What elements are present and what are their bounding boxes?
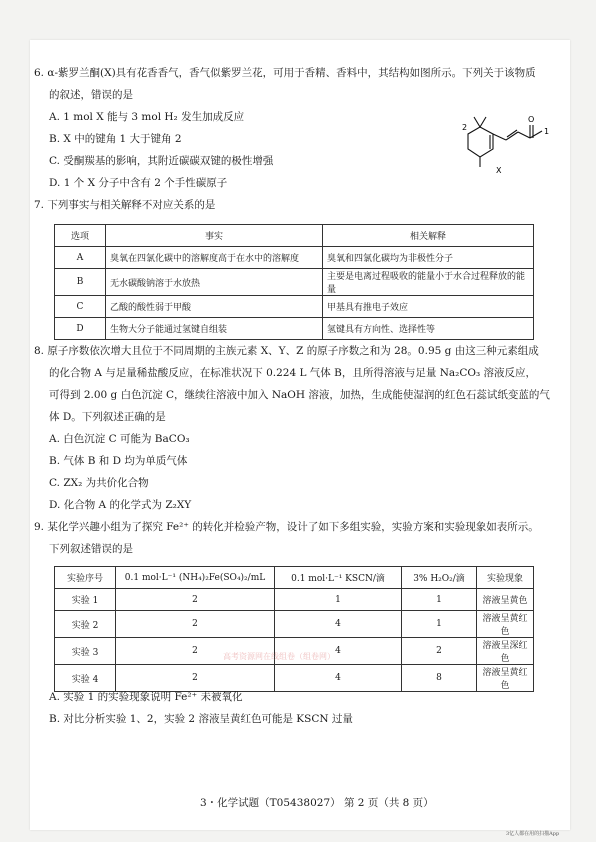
q6-option-c: C. 受酮羰基的影响，其附近碳碳双键的极性增强 [49,155,274,167]
watermark: 高考资源网在线组卷（组卷网） [223,652,335,661]
q9-cell-kscn: 4 [275,665,402,692]
table-row [55,296,534,318]
q9-cell-h2o2: 1 [402,589,477,611]
oxygen-label: O [528,115,535,124]
q8-option-b: B. 气体 B 和 D 均为单质气体 [49,455,188,467]
table-row [55,665,534,692]
q9-cell-trial: 实验 1 [55,589,116,611]
q8-stem-line3: 可得到 2.00 g 白色沉淀 C，继续往溶液中加入 NaOH 溶液，加热，生成能使湿润的红色石蕊试纸变蓝的气 [49,389,550,401]
alpha-ionone-structure [456,107,560,177]
q6-option-b: B. X 中的键角 1 大于键角 2 [49,133,182,145]
q9-cell-fe-salt: 2 [116,611,275,638]
q9-header-h2o2: 3% H₂O₂/滴 [402,567,477,589]
table-row [55,611,534,638]
angle-1-label: 1 [544,127,550,136]
q9-cell-fe-salt: 2 [116,589,275,611]
q8-option-a: A. 白色沉淀 C 可能为 BaCO₃ [49,433,190,445]
q9-cell-trial: 实验 3 [55,638,116,665]
q8-option-c: C. ZX₂ 为共价化合物 [49,477,149,489]
q7-row-explanation: 臭氧和四氯化碳均为非极性分子 [323,247,534,269]
q9-header-kscn: 0.1 mol·L⁻¹ KSCN/滴 [275,567,402,589]
q9-stem-line1: 9. 某化学兴趣小组为了探究 Fe²⁺ 的转化并检验产物，设计了如下多组实验，实验方案和实验现象如表所示。 [34,521,539,533]
table-row [55,589,534,611]
q7-row-fact: 生物大分子能通过氢键自组装 [106,318,323,340]
q9-cell-kscn: 4 [275,638,402,665]
table-row [55,269,534,296]
q7-header-explanation: 相关解释 [323,225,534,247]
q8-stem-line2: 的化合物 A 与足量稀盐酸反应，在标准状况下 0.224 L 气体 B，且所得溶液与足量 Na₂CO₃ 溶液反应， [49,367,537,379]
q9-header-trial: 实验序号 [55,567,116,589]
q7-stem: 7. 下列事实与相关解释不对应关系的是 [34,199,216,211]
q9-option-a: A. 实验 1 的实验现象说明 Fe²⁺ 未被氧化 [49,691,243,703]
q9-cell-fe-salt: 2 [116,665,275,692]
q6-option-d: D. 1 个 X 分子中含有 2 个手性碳原子 [49,177,228,189]
q7-row-option: B [55,269,106,296]
q7-row-option: D [55,318,106,340]
q8-stem-line1: 8. 原子序数依次增大且位于不同周期的主族元素 X、Y、Z 的原子序数之和为 28。0.95 g 由这三种元素组成 [34,345,539,357]
q9-cell-h2o2: 2 [402,638,477,665]
q9-table [54,566,534,692]
q7-row-fact: 无水碳酸钠溶于水放热 [106,269,323,296]
q7-row-explanation: 甲基具有推电子效应 [323,296,534,318]
q9-cell-phenomenon: 溶液呈黄色 [477,589,534,611]
q9-cell-fe-salt: 2 [116,638,275,665]
q7-table [54,224,534,340]
q9-stem-line2: 下列叙述错误的是 [49,543,133,555]
q9-cell-h2o2: 8 [402,665,477,692]
q7-header-fact: 事实 [106,225,323,247]
q7-row-fact: 乙酸的酸性弱于甲酸 [106,296,323,318]
q7-row-option: C [55,296,106,318]
scanner-app-credit: 3亿人都在用的扫描App [506,831,560,837]
q9-option-b: B. 对比分析实验 1、2，实验 2 溶液呈黄红色可能是 KSCN 过量 [49,713,353,725]
q8-stem-line4: 体 D。下列叙述正确的是 [49,411,166,423]
q9-cell-phenomenon: 溶液呈黄红色 [477,665,534,692]
q9-cell-phenomenon: 溶液呈深红色 [477,638,534,665]
q8-option-d: D. 化合物 A 的化学式为 Z₂XY [49,499,192,511]
compound-x-label: X [496,166,502,175]
q9-cell-trial: 实验 4 [55,665,116,692]
q7-row-explanation: 氢键具有方向性、选择性等 [323,318,534,340]
q7-header-row [55,225,534,247]
q9-header-fe-salt: 0.1 mol·L⁻¹ (NH₄)₂Fe(SO₄)₂/mL [116,567,275,589]
q6-stem-line2: 的叙述，错误的是 [49,89,133,101]
angle-2-label: 2 [462,123,468,132]
page-footer: 3・化学试题（T05438027） 第 2 页（共 8 页） [200,797,434,809]
q7-row-explanation: 主要是电离过程吸收的能量小于水合过程释放的能量 [323,269,534,296]
q7-row-option: A [55,247,106,269]
q9-header-phenomenon: 实验现象 [477,567,534,589]
q9-cell-phenomenon: 溶液呈黄红色 [477,611,534,638]
q6-stem-line1: 6. α-紫罗兰酮(X)具有花香香气，香气似紫罗兰花，可用于香精、香料中，其结构如图所示。下列关于该物质 [34,67,536,79]
q9-header-row [55,567,534,589]
table-row [55,247,534,269]
table-row [55,318,534,340]
q7-header-option: 选项 [55,225,106,247]
q9-cell-kscn: 1 [275,589,402,611]
q9-cell-trial: 实验 2 [55,611,116,638]
q7-row-fact: 臭氧在四氯化碳中的溶解度高于在水中的溶解度 [106,247,323,269]
q9-cell-kscn: 4 [275,611,402,638]
q9-cell-h2o2: 1 [402,611,477,638]
q6-option-a: A. 1 mol X 能与 3 mol H₂ 发生加成反应 [49,111,245,123]
